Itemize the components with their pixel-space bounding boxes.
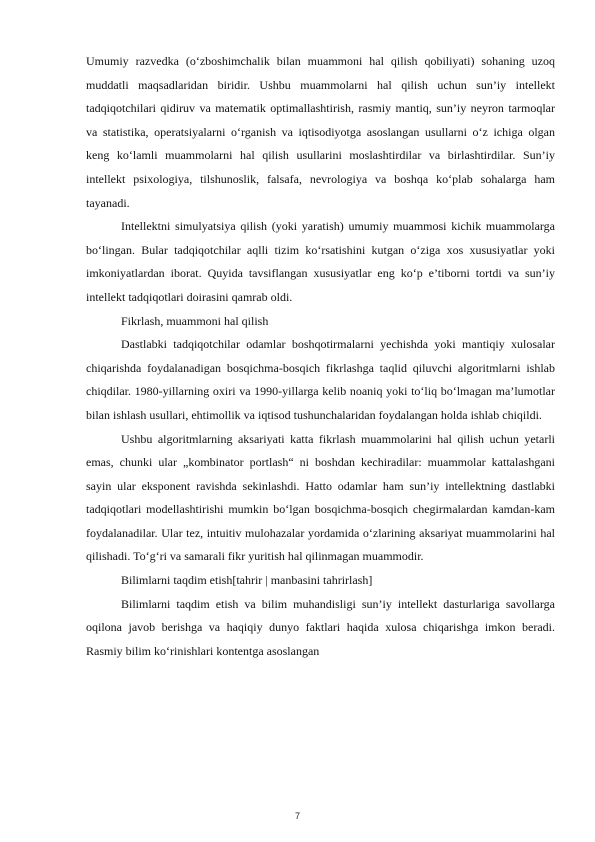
paragraph-knowledge-engineering: Bilimlarni taqdim etish va bilim muhandisligi sun’iy intellekt dasturlariga savollarga oqilona javob berishga va haqiqiy dunyo faktlari haqida xulosa chiqarishga imkon beradi. Rasmiy bilim ko‘rinishlari kontentga asoslangan (86, 596, 555, 658)
document-page (86, 50, 555, 663)
paragraph-intelligence-simulation: Intellektni simulyatsiya qilish (yoki yaratish) umumiy muammosi kichik muammolarga bo‘lingan. Bular tadqiqotchilar aqlli tizim ko‘rsatishini kutgan o‘ziga xos xususiyatlar yoki imkoniyatlardan iborat. Quyida tavsiflangan xususiyatlar eng ko‘p e’tiborni tortdi va sun’iy intellekt tadqiqotlari doirasini qamrab oldi. (86, 219, 555, 304)
paragraph-general-intelligence: Umumiy razvedka (o‘zboshimchalik bilan muammoni hal qilish qobiliyati) sohaning uzoq muddatli maqsadlaridan biridir. Ushbu muammolarni hal qilish uchun sun’iy intellekt tadqiqotchilari qidiruv va matematik optimallashtirish, rasmiy mantiq, sun’iy neyron tarmoqlar va statistika, operatsiyalarni o‘rganish va iqtisodiyotga asoslangan usullarni o‘z ichiga olgan keng ko‘lamli muammolarni hal qilish usullarini moslashtirdilar va birlashtirdilar. Sun’iy intellekt psixologiya, tilshunoslik, falsafa, nevrologiya va boshqa ko‘plab sohalarga ham tayanadi. (86, 54, 555, 210)
section-heading-knowledge-representation: Bilimlarni taqdim etish[tahrir | manbasini tahrirlash] (121, 573, 373, 588)
paragraph-early-algorithms: Dastlabki tadqiqotchilar odamlar boshqotirmalarni yechishda yoki mantiqiy xulosalar chiqarishda foydalanadigan bosqichma-bosqich fikrlashga taqlid qiluvchi algoritmlarni ishlab chiqdilar. 1980-yillarning oxiri va 1990-yillarga kelib noaniq yoki to‘liq bo‘lmagan ma’lumotlar bilan ishlash usullari, ehtimollik va iqtisod tushunchalaridan foydalangan holda ishlab chiqildi. (86, 337, 555, 422)
paragraph-combinatorial-explosion: Ushbu algoritmlarning aksariyati katta fikrlash muammolarini hal qilish uchun yetarli emas, chunki ular „kombinator portlash“ ni boshdan kechiradilar: muammolar kattalashgani sayin ular eksponent ravishda sekinlashdi. Hatto odamlar ham sun’iy intellektning dastlabki tadqiqotlari modellashtirishi mumkin bo‘lgan bosqichma-bosqich chegirmalardan kamdan-kam foydalanadilar. Ular tez, intuitiv mulohazalar yordamida o‘zlarining aksariyat muammolarini hal qilishadi. To‘g‘ri va samarali fikr yuritish hal qilinmagan muammodir. (86, 431, 555, 564)
section-heading-reasoning: Fikrlash, muammoni hal qilish (121, 313, 269, 328)
page-number: 7 (294, 811, 300, 821)
